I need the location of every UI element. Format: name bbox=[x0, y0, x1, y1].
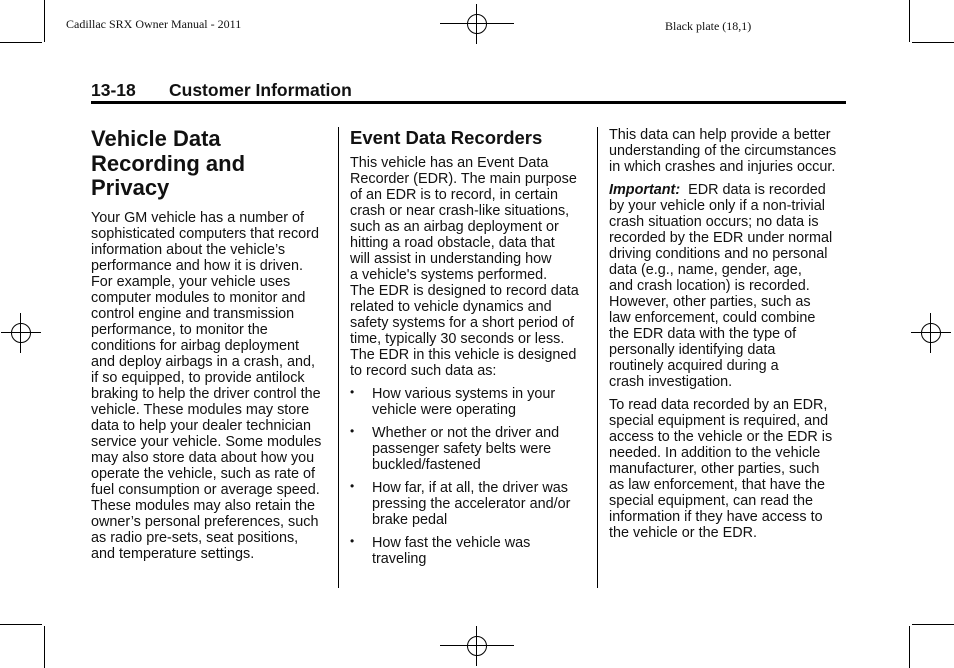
section-title: Customer Information bbox=[169, 80, 352, 100]
paragraph-reading-edr bbox=[609, 397, 845, 541]
text-line: computer modules to monitor and bbox=[91, 289, 306, 306]
header-rule bbox=[91, 101, 846, 104]
text-line: in which crashes and injuries occur. bbox=[609, 159, 836, 175]
text-line: Whether or not the driver and bbox=[372, 425, 560, 441]
text-line: vehicle were operating bbox=[372, 402, 516, 418]
text-line: pressing the accelerator and/or bbox=[372, 496, 571, 512]
paragraph-data-helps bbox=[609, 127, 845, 175]
heading-line: Privacy bbox=[91, 175, 170, 200]
text-line: performance and how it is driven. bbox=[91, 257, 303, 274]
text-line: service your vehicle. Some modules bbox=[91, 433, 322, 450]
registration-mark-top bbox=[457, 4, 497, 44]
text-line: conditions for airbag deployment bbox=[91, 337, 299, 354]
text-line: buckled/fastened bbox=[372, 457, 481, 473]
text-line: manufacturer, other parties, such bbox=[609, 461, 820, 477]
text-line: The EDR in this vehicle is designed bbox=[350, 347, 577, 363]
heading-line: Vehicle Data bbox=[91, 126, 221, 151]
list-item bbox=[350, 386, 586, 418]
text-line: This vehicle has an Event Data bbox=[350, 155, 549, 171]
text-line: as radio pre-sets, seat positions, bbox=[91, 529, 299, 546]
text-line: data to help your dealer technician bbox=[91, 417, 312, 434]
text-line: owner’s personal preferences, such bbox=[91, 513, 319, 530]
text-line: a vehicle's systems performed. bbox=[350, 267, 548, 283]
text-line: access to the vehicle or the EDR is bbox=[609, 429, 833, 445]
text-line: of an EDR is to record, in certain bbox=[350, 187, 558, 203]
text-line: as law enforcement, that have the bbox=[609, 477, 825, 493]
text-line: sophisticated computers that record bbox=[91, 225, 319, 242]
registration-mark-bottom bbox=[457, 626, 497, 666]
text-line: data (e.g., name, gender, age, bbox=[609, 262, 802, 278]
crop-mark-bottom-right-horizontal bbox=[912, 624, 954, 625]
text-line: the vehicle or the EDR. bbox=[609, 525, 757, 541]
running-head bbox=[91, 80, 352, 101]
section-heading-event-data-recorders: Event Data Recorders bbox=[350, 127, 543, 148]
text-line: may also store data about how you bbox=[91, 449, 315, 466]
page-number: 13-18 bbox=[91, 80, 136, 100]
text-line: Recorder (EDR). The main purpose bbox=[350, 171, 577, 187]
column-separator-2 bbox=[597, 127, 598, 588]
text-line: vehicle. These modules may store bbox=[91, 401, 310, 418]
text-line: and temperature settings. bbox=[91, 545, 255, 562]
text-line: fuel consumption or average speed. bbox=[91, 481, 320, 498]
text-line: by your vehicle only if a non-trivial bbox=[609, 198, 825, 214]
text-line: and deploy airbags in a crash, and, bbox=[91, 353, 316, 370]
text-line: personally identifying data bbox=[609, 342, 776, 358]
text-line: special equipment is required, and bbox=[609, 413, 829, 429]
text-line: hitting a road obstacle, data that bbox=[350, 235, 555, 251]
important-label: Important: bbox=[609, 182, 681, 198]
text-line: To read data recorded by an EDR, bbox=[609, 397, 828, 413]
bullet-icon: • bbox=[350, 424, 355, 438]
heading-line: Recording and bbox=[91, 150, 246, 176]
crop-mark-bottom-left-vertical bbox=[44, 626, 45, 668]
text-line: How far, if at all, the driver was bbox=[372, 480, 568, 496]
text-line: information about the vehicle’s bbox=[91, 241, 286, 258]
text-line: recorded by the EDR under normal bbox=[609, 230, 833, 246]
text-line: This data can help provide a better bbox=[609, 127, 831, 143]
text-line: How fast the vehicle was bbox=[372, 535, 531, 551]
text-line: understanding of the circumstances bbox=[609, 143, 837, 159]
text-line: the EDR data with the type of bbox=[609, 326, 797, 342]
text-line: braking to help the driver control the bbox=[91, 385, 321, 402]
paragraph-vehicle-computers bbox=[91, 210, 327, 562]
registration-mark-right bbox=[911, 313, 951, 353]
column-separator-1 bbox=[338, 127, 339, 588]
text-line: passenger safety belts were bbox=[372, 441, 552, 457]
text-line: special equipment, can read the bbox=[609, 493, 813, 509]
text-line: crash or near crash-like situations, bbox=[350, 203, 570, 219]
crop-mark-top-right-vertical bbox=[909, 0, 910, 42]
text-line: control engine and transmission bbox=[91, 305, 295, 322]
text-line: needed. In addition to the vehicle bbox=[609, 445, 821, 461]
text-line: How various systems in your bbox=[372, 386, 556, 402]
text-line: For example, your vehicle uses bbox=[91, 273, 291, 290]
list-item bbox=[350, 535, 586, 567]
text-line: crash investigation. bbox=[609, 374, 733, 390]
text-line: time, typically 30 seconds or less. bbox=[350, 331, 565, 347]
text-line: performance, to monitor the bbox=[91, 321, 268, 338]
text-line: and crash location) is recorded. bbox=[609, 278, 810, 294]
crop-mark-bottom-right-vertical bbox=[909, 626, 910, 668]
paragraph-edr-intro bbox=[350, 155, 586, 379]
text-line: information if they have access to bbox=[609, 509, 823, 525]
bullet-icon: • bbox=[350, 534, 355, 548]
bullet-icon: • bbox=[350, 385, 355, 399]
list-item bbox=[350, 480, 586, 528]
text-line: Your GM vehicle has a number of bbox=[91, 209, 305, 226]
slug-plate-info: Black plate (18,1) bbox=[665, 19, 752, 33]
crop-mark-top-left-horizontal bbox=[0, 42, 42, 43]
text-line: driving conditions and no personal bbox=[609, 246, 828, 262]
text-line: related to vehicle dynamics and bbox=[350, 299, 552, 315]
bullet-icon: • bbox=[350, 479, 355, 493]
crop-mark-top-right-horizontal bbox=[912, 42, 954, 43]
section-heading-vehicle-data bbox=[91, 127, 327, 201]
registration-mark-left bbox=[1, 313, 41, 353]
column-1 bbox=[91, 127, 327, 569]
registration-line-bottom bbox=[440, 645, 514, 646]
crop-mark-top-left-vertical bbox=[44, 0, 45, 42]
important-first-text: EDR data is recorded bbox=[688, 182, 826, 198]
text-line: if so equipped, to provide antilock bbox=[91, 369, 305, 386]
text-line bbox=[609, 182, 845, 198]
text-line: to record such data as: bbox=[350, 363, 497, 379]
column-3 bbox=[609, 127, 845, 548]
text-line: traveling bbox=[372, 551, 427, 567]
text-line: The EDR is designed to record data bbox=[350, 283, 579, 299]
text-line: operate the vehicle, such as rate of bbox=[91, 465, 315, 482]
slug-manual-title: Cadillac SRX Owner Manual - 2011 bbox=[66, 17, 242, 31]
text-line: However, other parties, such as bbox=[609, 294, 811, 310]
column-2 bbox=[350, 127, 586, 574]
text-line: law enforcement, could combine bbox=[609, 310, 816, 326]
text-line: routinely acquired during a bbox=[609, 358, 779, 374]
text-line: such as an airbag deployment or bbox=[350, 219, 559, 235]
text-line: crash situation occurs; no data is bbox=[609, 214, 819, 230]
edr-data-list bbox=[350, 386, 586, 567]
text-line: brake pedal bbox=[372, 512, 448, 528]
text-line: These modules may also retain the bbox=[91, 497, 315, 514]
paragraph-important-note bbox=[609, 182, 845, 390]
registration-line-top bbox=[440, 23, 514, 24]
text-line: will assist in understanding how bbox=[350, 251, 552, 267]
list-item bbox=[350, 425, 586, 473]
text-line: safety systems for a short period of bbox=[350, 315, 574, 331]
crop-mark-bottom-left-horizontal bbox=[0, 624, 42, 625]
